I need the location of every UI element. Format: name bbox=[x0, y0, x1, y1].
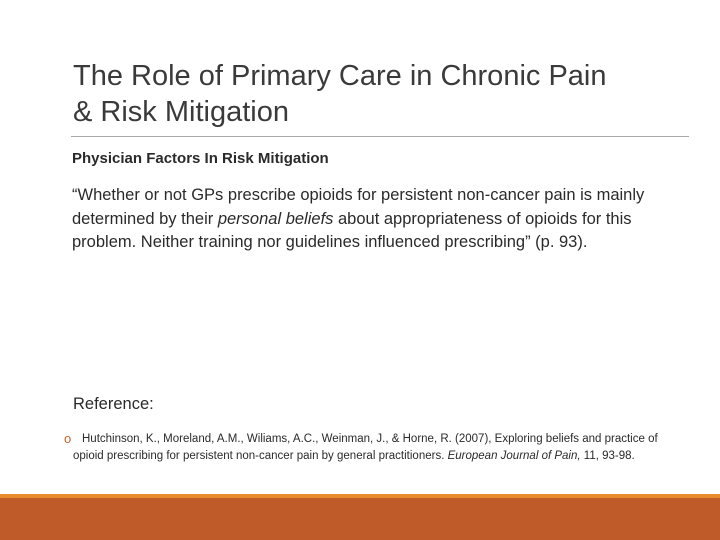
quote-text-start: “Whether or not GPs prescribe opioids for persistent non-cancer pain is mainly determined by their bbox=[72, 186, 645, 228]
reference-citation bbox=[73, 431, 673, 464]
section-subtitle: Physician Factors In Risk Mitigation bbox=[72, 150, 329, 167]
citation-journal: European Journal of Pain, bbox=[447, 449, 581, 462]
slide-title-line-1: The Role of Primary Care in Chronic Pain bbox=[73, 60, 607, 92]
citation-text-start: Hutchinson, K., Moreland, A.M., Wiliams, A.C., Weinman, J., & Horne, R. (2007), Exploring beliefs and practice of opioid prescribing for persistent non-cancer pain by general practitioners. bbox=[73, 433, 658, 462]
reference-heading: Reference: bbox=[73, 395, 154, 413]
slide-title bbox=[73, 58, 693, 130]
slide-title-line-2: & Risk Mitigation bbox=[73, 96, 289, 128]
citation-text-end: 11, 93-98. bbox=[580, 449, 635, 462]
title-divider bbox=[71, 136, 689, 137]
quote-emphasis: personal beliefs bbox=[217, 209, 334, 228]
reference-bullet-icon: o bbox=[64, 431, 72, 446]
quote-paragraph bbox=[72, 184, 672, 255]
quote-text-end: about appropriateness of opioids for this problem. Neither training nor guidelines influenced prescribing” (p. 93). bbox=[72, 209, 632, 251]
footer-band bbox=[0, 498, 720, 540]
